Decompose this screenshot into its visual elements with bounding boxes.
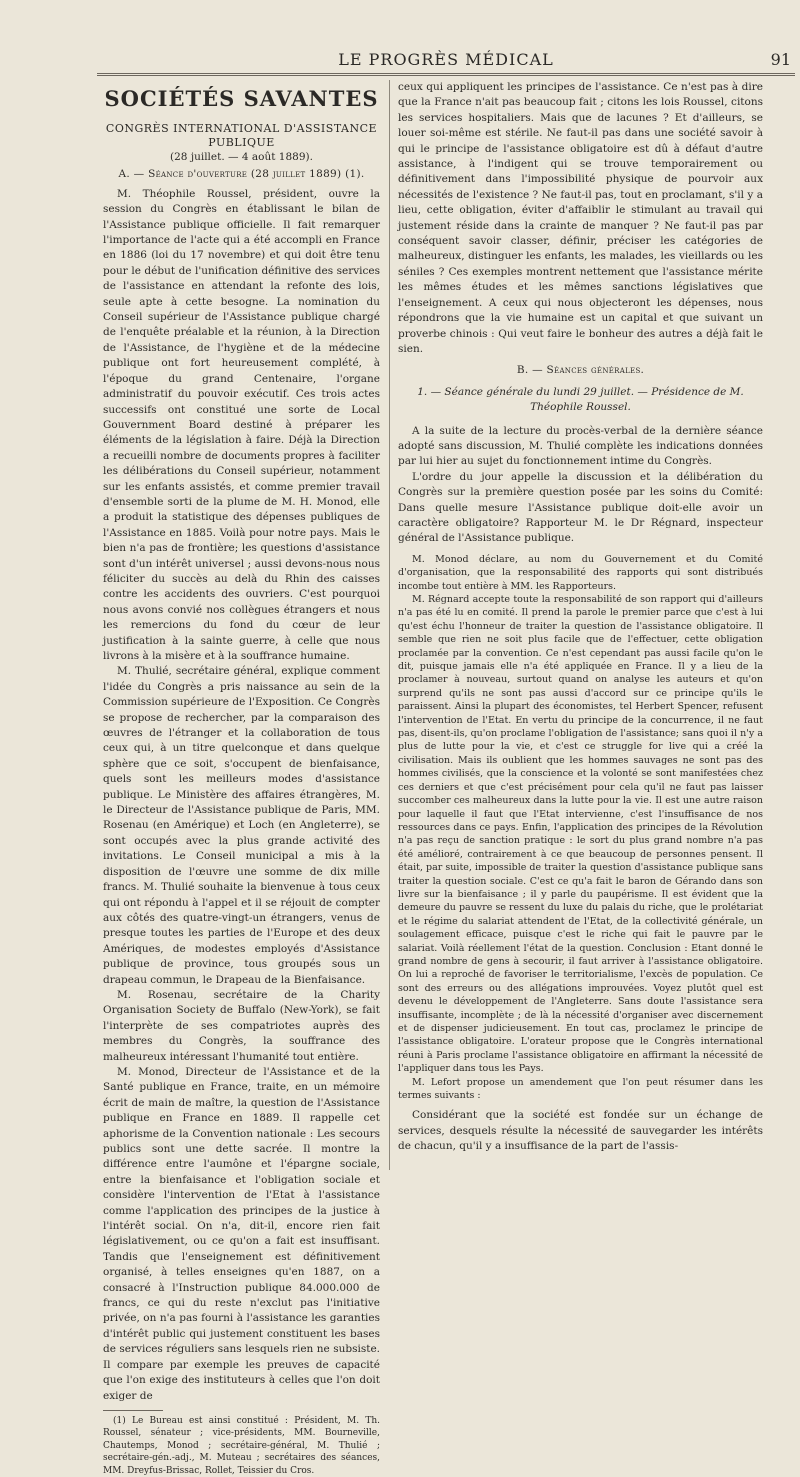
- footnote: (1) Le Bureau est ainsi constitué : Président, M. Th. Roussel, sénateur ; vice-présidents, MM. Bourneville, Chautemps, Monod ; secrétaire-général, M. Thulié ; secrétaire-gén.-adj., M. Muteau ; secrétaires des séances, MM. Dreyfus-Brissac, Rollet, Teissier du Cros.: [103, 1415, 380, 1476]
- page-number: 91: [770, 50, 791, 69]
- opening-session-heading: A. — Séance d'ouverture (28 juillet 1889) (1).: [118, 168, 365, 181]
- congress-title: CONGRÈS INTERNATIONAL D'ASSISTANCE PUBLIQUE: [105, 122, 378, 149]
- paragraph-thulie: M. Thulié, secrétaire général, explique comment l'idée du Congrès a pris naissance au sein de la Commission supérieure de l'Exposition. Ce Congrès se propose de rechercher, par la comparaison des œuvres de l'étranger et la collaboration de tous ceux qui, à un titre quelconque et dans quelque sphère que ce soit, s'occupent de bienfaisance, quels sont les meilleurs modes d'assistance publique. Le Ministère des affaires étrangères, M. le Directeur de l'Assistance publique de Paris, MM. Rosenau (en Amérique) et Loch (en Angleterre), se sont occupés avec la plus grande activité des invitations. Le Conseil municipal a mis à la disposition de l'œuvre une somme de dix mille francs. M. Thulié souhaite la bienvenue à tous ceux qui ont répondu à l'appel et il se réjouit de compter aux côtés des quatre-vingt-un étrangers, venus de presque toutes les parties de l'Europe et des deux Amériques, de modestes employés d'Assistance publique de province, tous groupés sous un drapeau commun, le Drapeau de la Bienfaisance.: [103, 665, 380, 986]
- paragraph-lefort: M. Lefort propose un amendement que l'on peut résumer dans les termes suivants :: [398, 1076, 763, 1102]
- footnote-rule: [103, 1410, 163, 1411]
- left-column: [103, 80, 380, 1476]
- paragraph-regnard: M. Régnard accepte toute la responsabilité de son rapport qui d'ailleurs n'a pas été lu en comité. Il prend la parole le premier parce que c'est à lui qu'est échu l'honneur de traiter la question de l'assistance obligatoire. Il semble que rien ne soit plus facile que de l'effectuer, cette obligation proclamée par la convention. Ce n'est cependant pas aussi facile qu'on le dit, puisque jamais elle n'a été appliquée en France. Il y a lieu de la proclamer à nouveau, surtout quand on analyse les auteurs et qu'on surprend qu'ils ne sont pas aussi d'accord sur ce principe qu'ils le paraissent. Ainsi la plupart des économistes, tel Herbert Spencer, refusent l'intervention de l'Etat. En vertu du principe de la concurrence, il ne faut pas, disent-ils, qu'on proclame l'obligation de l'assistance; sans quoi il n'y a plus de lutte pour la vie, et c'est ce struggle for live qui a créé la civilisation. Mais ils oublient que les hommes sauvages ne sont pas des hommes civilisés, que la conscience et la volonté se sont manifestées chez ces derniers et que c'est précisément pour cela qu'il ne faut pas laisser succomber ces malheureux dans la lutte pour la vie. Il est une autre raison pour laquelle il faut que l'Etat intervienne, c'est l'insuffisance de nos ressources dans ce pays. Enfin, l'application des principes de la Révolution n'a pas reçu de sanction pratique : le sort du plus grand nombre n'a pas été amélioré, contrairement à ce que beaucoup de personnes pensent. Il était, par suite, impossible de traiter la question d'assistance publique sans traiter la question sociale. C'est ce qu'a fait le baron de Gérando dans son livre sur la bienfaisance ; il y parle du paupérisme. Il est évident que la demeure du pauvre se ressent du luxe du palais du riche, que le prolétariat et le régime du salariat attendent de l'Etat, de la collectivité générale, un soulagement efficace, puisque c'est le riche qui fait le pauvre par le salariat. Voilà réellement l'état de la question. Conclusion : Etant donné le grand nombre de gens à secourir, il faut arriver à l'assistance obligatoire. On lui a reproché de favoriser le territorialisme, l'excès de population. Ce sont des erreurs ou des allégations improuvées. Voyez plutôt quel est devenu le développement de l'Angleterre. Sans doute l'assistance sera insuffisante, incomplète ; de là la nécessité d'organiser avec discernement et de dispenser judicieusement. En tout cas, proclamez le principe de l'assistance obligatoire. L'orateur propose que le Congrès international réuni à Paris proclame l'assistance obligatoire en affirmant la nécessité de l'appliquer dans tous les Pays.: [398, 594, 763, 1075]
- section-title: SOCIÉTÉS SAVANTES: [104, 86, 379, 111]
- discussion-block: [398, 553, 763, 1103]
- paragraph-continued: ceux qui appliquent les principes de l'assistance. Ce n'est pas à dire que la France n'ait pas beaucoup fait ; citons les lois Roussel, citons les services hospitaliers. Mais que de lacunes ? Et d'ailleurs, se louer soi-même est stérile. Ne faut-il pas dans une société savoir à qui le principe de l'assistance obligatoire est dû à défaut d'autre assistance, à l'indigent qui se trouve temporairement ou définitivement dans l'impossibilité physique de pourvoir aux nécessités de l'existence ? Ne faut-il pas, tout en proclamant, s'il y a lieu, cette obligation, éviter d'affaiblir le stimulant au travail qui justement réside dans la crainte de manquer ? Ne faut-il pas par conséquent savoir classer, définir, préciser les catégories de malheureux, distinguer les enfants, les malades, les vieillards ou les séniles ? Ces exemples montrent nettement que l'assistance mérite les mêmes études et les mêmes sanctions législatives que l'enseignement. A ceux qui nous objecteront les dépenses, nous répondrons que la vie humaine est un capital et que suivant un proverbe chinois : Qui veut faire le bonheur des autres a déjà fait le sien.: [398, 81, 763, 355]
- paragraph-rosenau: M. Rosenau, secrétaire de la Charity Organisation Society de Buffalo (New-York), se fait l'interprète de ses compatriotes auprès des membres du Congrès, la souffrance des malheureux intéressant l'humanité tout entière.: [103, 988, 380, 1063]
- paragraph-monod-declaration: M. Monod déclare, au nom du Gouvernement et du Comité d'organisation, que la responsabilité des rapports qui sont distribués incombe tout entière à MM. les Rapporteurs.: [398, 553, 763, 592]
- paragraph-ordre-du-jour: L'ordre du jour appelle la discussion et la délibération du Congrès sur la première question posée par les soins du Comité: Dans quelle mesure l'Assistance publique doit-elle avoir un caractère obligatoire? Rapporteur M. le Dr Régnard, inspecteur général de l'Assistance publique.: [398, 470, 763, 545]
- column-divider: [389, 80, 390, 1170]
- paragraph-roussel: M. Théophile Roussel, président, ouvre la session du Congrès en établissant le bilan de l'Assistance publique officielle. Il fait remarquer l'importance de l'acte qui a été accompli en France en 1886 (loi du 17 novembre) et qui doit être tenu pour le début de l'unification définitive des services de l'assistance en attendant la refonte des lois, seule apte à cette besogne. La nomination du Conseil supérieur de l'Assistance publique chargé de l'enquête préalable et la réunion, à la Direction de l'Assistance, de l'hygiène et de la médecine publique ont fort heureusement complété, à l'époque du grand Centenaire, l'organe administratif du pouvoir exécutif. Ces trois actes successifs ont constitué une sorte de Local Gouvernment Board destiné à préparer les éléments de la législation à faire. Déjà la Direction a recueilli nombre de documents propres à faciliter les délibérations du Conseil supérieur, notamment sur les enfants assistés, et comme premier travail d'ensemble sorti de la plume de M. H. Monod, elle a produit la statistique des dépenses publiques de l'Assistance en 1885. Voilà pour notre pays. Mais le bien n'a pas de frontière; les questions d'assistance sont d'un intérêt universel ; aussi devons-nous nous féliciter du succès au delà du Rhin des caisses contre les accidents des ouvriers. C'est pourquoi nous avons convié nos collègues étrangers et nous les remercions du fond du cœur de leur justification à la sainte guerre, à celle que nous livrons à la misère et à la souffrance humaine.: [103, 187, 380, 662]
- congress-date: (28 juillet. — 4 août 1889).: [170, 151, 313, 163]
- general-sessions-heading: B. — Séances générales.: [516, 364, 645, 377]
- running-head: [97, 50, 795, 72]
- paragraph-monod: M. Monod, Directeur de l'Assistance et de la Santé publique en France, traite, en un mémoire écrit de main de maître, la question de l'Assistance publique en France en 1889. Il rappelle cet aphorisme de la Convention nationale : Les secours publics sont une dette sacrée. Il montre la différence entre l'aumône et l'épargne sociale, entre la bienfaisance et l'obligation sociale et considère l'intervention de l'Etat à l'assistance comme l'application des principes de la justice à l'intérêt social. On n'a, dit-il, encore rien fait législativement, ou ce qu'on a fait est insuffisant. Tandis que l'enseignement est définitivement organisé, à telles enseignes qu'en 1887, on a consacré à l'Instruction publique 84.000.000 de francs, ce qui du reste n'exclut pas l'initiative privée, on n'a pas fourni à l'assistance les garanties d'intérêt public qui justement constituent les bases de services réguliers sans lesquels rien ne subsiste. Il compare par exemple les preuves de capacité que l'on exige des instituteurs à celles que l'on doit exiger de: [103, 1065, 380, 1402]
- header-rule: [97, 73, 795, 76]
- journal-title: LE PROGRÈS MÉDICAL: [338, 50, 554, 69]
- general-session-title: 1. — Séance générale du lundi 29 juillet. — Présidence de M. Théophile Roussel.: [417, 385, 744, 414]
- right-column: [398, 80, 763, 1175]
- paragraph-proces-verbal: A la suite de la lecture du procès-verbal de la dernière séance adopté sans discussion, M. Thulié complète les indications données par lui hier au sujet du fonctionnement intime du Congrès.: [398, 424, 763, 468]
- paragraph-considerant: Considérant que la société est fondée sur un échange de services, desquels résulte la nécessité de sauvegarder les intérêts de chacun, qu'il y a insuffisance de la part de l'assis-: [398, 1109, 763, 1153]
